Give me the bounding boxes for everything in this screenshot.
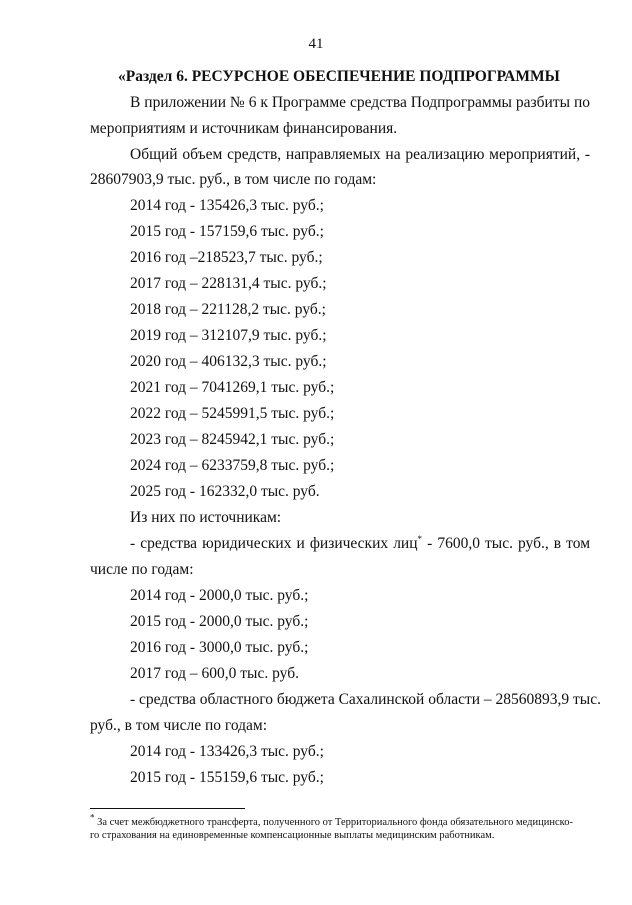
section-title: «Раздел 6. РЕСУРСНОЕ ОБЕСПЕЧЕНИЕ ПОДПРОГРАММЫ bbox=[118, 68, 560, 85]
year-total-2015: 2015 год - 157159,6 тыс. руб.; bbox=[130, 223, 324, 240]
total-line-2: 28607903,9 тыс. руб., в том числе по годам: bbox=[90, 171, 377, 188]
regional-line-1: - средства областного бюджета Сахалинской области – 28560893,9 тыс. bbox=[130, 691, 601, 708]
year-total-2025: 2025 год - 162332,0 тыс. руб. bbox=[130, 483, 320, 500]
year-total-2018: 2018 год – 221128,2 тыс. руб.; bbox=[130, 301, 326, 318]
page-number: 41 bbox=[308, 36, 324, 52]
year-legal-2016: 2016 год - 3000,0 тыс. руб.; bbox=[130, 639, 309, 656]
year-total-2020: 2020 год – 406132,3 тыс. руб.; bbox=[130, 353, 327, 370]
legal-line-1-text: - средства юридических и физических лиц bbox=[130, 535, 418, 552]
footnote-line-2: го страхования на единовременные компенсационные выплаты медицинским работникам. bbox=[90, 830, 495, 841]
legal-line-1-end: - 7600,0 тыс. руб., в том bbox=[422, 535, 591, 552]
footnote-marker: * bbox=[90, 812, 95, 823]
year-total-2021: 2021 год – 7041269,1 тыс. руб.; bbox=[130, 379, 335, 396]
legal-line-2: числе по годам: bbox=[90, 561, 194, 578]
year-legal-2015: 2015 год - 2000,0 тыс. руб.; bbox=[130, 613, 309, 630]
year-total-2023: 2023 год – 8245942,1 тыс. руб.; bbox=[130, 431, 335, 448]
year-legal-2017: 2017 год – 600,0 тыс. руб. bbox=[130, 665, 299, 682]
year-total-2022: 2022 год – 5245991,5 тыс. руб.; bbox=[130, 405, 335, 422]
legal-line-1 bbox=[130, 535, 590, 553]
year-total-2024: 2024 год – 6233759,8 тыс. руб.; bbox=[130, 457, 335, 474]
regional-line-2: руб., в том числе по годам: bbox=[90, 717, 268, 734]
intro-line-1: В приложении № 6 к Программе средства Подпрограммы разбиты по bbox=[130, 94, 590, 111]
year-total-2017: 2017 год – 228131,4 тыс. руб.; bbox=[130, 275, 327, 292]
year-regional-2014: 2014 год - 133426,3 тыс. руб.; bbox=[130, 743, 324, 760]
intro-line-2: мероприятиям и источникам финансирования. bbox=[90, 120, 398, 137]
year-total-2016: 2016 год –218523,7 тыс. руб.; bbox=[130, 249, 323, 266]
year-total-2019: 2019 год – 312107,9 тыс. руб.; bbox=[130, 327, 327, 344]
year-legal-2014: 2014 год - 2000,0 тыс. руб.; bbox=[130, 587, 309, 604]
year-regional-2015: 2015 год - 155159,6 тыс. руб.; bbox=[130, 769, 324, 786]
footnote bbox=[90, 812, 590, 842]
footnote-line-1 bbox=[90, 812, 590, 829]
footnote-line-1-text: За счет межбюджетного трансферта, полученного от Территориального фонда обязательного медицинско- bbox=[94, 817, 573, 828]
sources-heading: Из них по источникам: bbox=[130, 509, 282, 526]
total-line-1: Общий объем средств, направляемых на реализацию мероприятий, - bbox=[130, 146, 590, 163]
year-total-2014: 2014 год - 135426,3 тыс. руб.; bbox=[130, 197, 324, 214]
footnote-divider bbox=[90, 808, 245, 809]
footnote-ref: * bbox=[417, 533, 423, 544]
